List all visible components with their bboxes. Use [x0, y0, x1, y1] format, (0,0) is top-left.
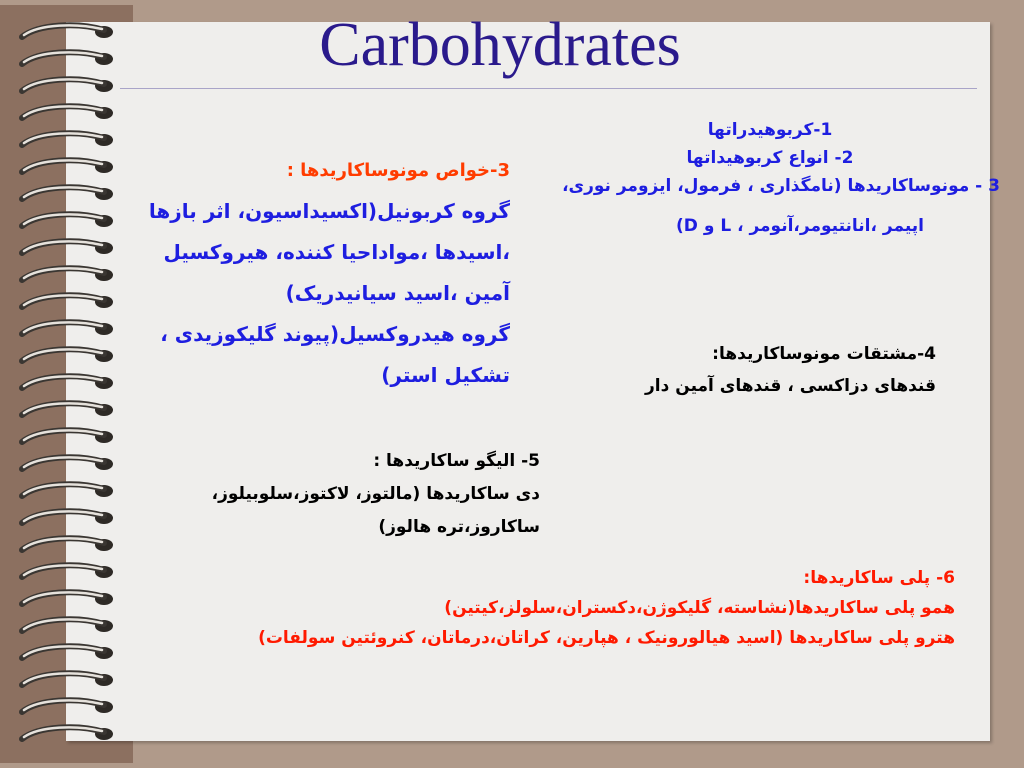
binding-ring-icon — [8, 614, 118, 638]
binding-ring-icon — [8, 425, 118, 449]
binding-ring-icon — [8, 344, 118, 368]
derivatives-heading: 4-مشتقات مونوساکاریدها: — [712, 344, 936, 364]
binding-ring-icon — [8, 20, 118, 44]
slide-title: Carbohydrates — [319, 11, 681, 79]
binding-ring-icon — [8, 101, 118, 125]
binding-ring-icon — [8, 263, 118, 287]
properties-line: گروه کربونیل(اکسیداسیون، اثر بازها — [148, 199, 510, 223]
binding-ring-icon — [8, 668, 118, 692]
properties-line: ،اسیدها ،مواداحیا کننده، هیروکسیل — [163, 240, 510, 264]
properties-line: تشکیل استر) — [381, 363, 510, 387]
topic-line: اپیمر ،انانتیومر،آنومر ، L و D) — [676, 216, 924, 236]
section-topics — [540, 116, 1000, 240]
binding-ring-icon — [8, 695, 118, 719]
binding-ring-icon — [8, 236, 118, 260]
binding-ring-icon — [8, 533, 118, 557]
oligo-line: ساکاروز،تره هالوز) — [378, 517, 540, 537]
properties-line: گروه هیدروکسیل(پیوند گلیکوزیدی ، — [160, 322, 510, 346]
monosaccharide-properties — [110, 150, 510, 396]
properties-line: آمین ،اسید سیانیدریک) — [285, 281, 510, 305]
binding-ring-icon — [8, 506, 118, 530]
polysaccharides — [120, 563, 955, 653]
derivatives-line: قندهای دزاکسی ، قندهای آمین دار — [645, 376, 936, 396]
poly-line: هترو پلی ساکاریدها (اسید هیالورونیک ، هپارین، کراتان،درماتان، کنروئتین سولفات) — [258, 628, 955, 648]
binding-ring-icon — [8, 479, 118, 503]
binding-ring-icon — [8, 722, 118, 746]
binding-ring-icon — [8, 182, 118, 206]
binding-ring-icon — [8, 587, 118, 611]
oligosaccharides — [120, 445, 540, 544]
binding-ring-icon — [8, 155, 118, 179]
binding-ring-icon — [8, 317, 118, 341]
binding-ring-icon — [8, 74, 118, 98]
title-divider — [120, 88, 977, 89]
poly-line: همو پلی ساکاریدها(نشاسته، گلیکوژن،دکستران،سلولز،کیتین) — [444, 598, 955, 618]
poly-heading: 6- پلی ساکاریدها: — [803, 568, 955, 588]
binding-ring-icon — [8, 560, 118, 584]
binding-ring-icon — [8, 128, 118, 152]
topic-line: 2- انواع کربوهیداتها — [686, 148, 854, 168]
topic-line: 1-کربوهیدراتها — [707, 120, 833, 140]
monosaccharide-derivatives — [560, 338, 936, 402]
oligo-line: دی ساکاریدها (مالتوز، لاکتوز،سلوبیلوز، — [211, 484, 540, 504]
binding-ring-icon — [8, 641, 118, 665]
binding-ring-icon — [8, 47, 118, 71]
properties-heading: 3-خواص مونوساکاریدها : — [286, 160, 510, 181]
binding-ring-icon — [8, 398, 118, 422]
binding-ring-icon — [8, 209, 118, 233]
binding-ring-icon — [8, 371, 118, 395]
binding-ring-icon — [8, 290, 118, 314]
topic-line: 3 - مونوساکاریدها (نامگذاری ، فرمول، ایزومر نوری، — [562, 176, 1000, 196]
oligo-heading: 5- الیگو ساکاریدها : — [373, 451, 540, 471]
spiral-binding-icon — [8, 20, 118, 760]
binding-ring-icon — [8, 452, 118, 476]
